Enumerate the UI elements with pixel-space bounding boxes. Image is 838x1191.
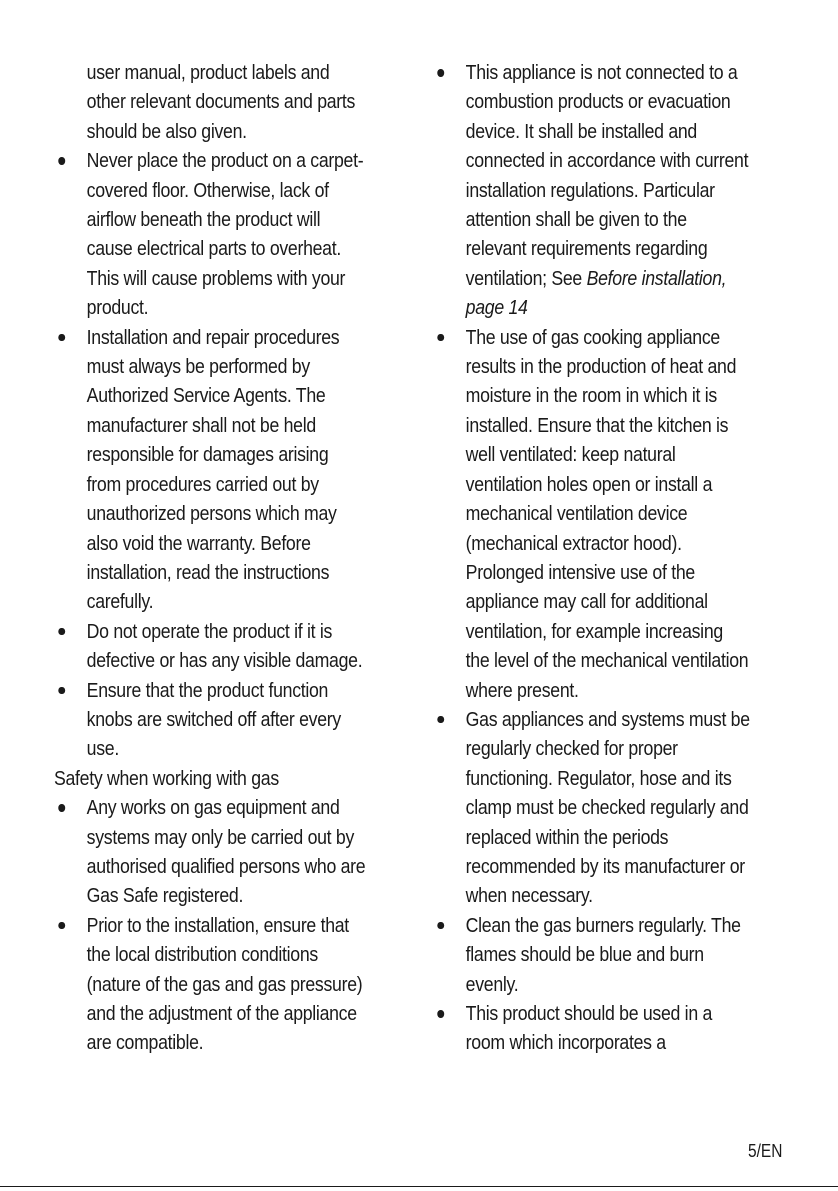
page-number: 5/EN bbox=[748, 1141, 783, 1161]
bullet-icon bbox=[58, 687, 64, 695]
left-column bbox=[54, 58, 416, 1058]
list-item-text: This appliance is not connected to a combustion products or evacuation device. It shall be installed and connected in accordance with current installation regulations. Particular attention shall be given to the relevant requirements regarding ventilation; See bbox=[465, 61, 749, 290]
list-item bbox=[433, 58, 751, 323]
section-heading: Safety when working with gas bbox=[54, 766, 279, 790]
bullet-icon bbox=[58, 804, 64, 812]
bullet-icon bbox=[437, 922, 443, 930]
list-item bbox=[54, 793, 365, 911]
bullet-icon bbox=[58, 157, 64, 165]
right-column bbox=[433, 58, 803, 1058]
list-item bbox=[433, 323, 751, 705]
bullet-icon bbox=[58, 628, 64, 636]
bullet-icon bbox=[58, 922, 64, 930]
list-item bbox=[54, 323, 365, 617]
list-item-text: Prior to the installation, ensure that the local distribution conditions (nature of the gas and gas pressure) and the adjustment of the appliance are compatible. bbox=[86, 913, 363, 1055]
bullet-icon bbox=[437, 1010, 443, 1018]
list-item-text: Ensure that the product function knobs are switched off after every use. bbox=[86, 678, 341, 761]
footer-rule bbox=[0, 1186, 838, 1187]
list-item bbox=[54, 676, 365, 764]
list-item-text: Any works on gas equipment and systems may only be carried out by authorised qualified persons who are Gas Safe registered. bbox=[86, 796, 366, 908]
list-item bbox=[433, 911, 751, 999]
list-item-text: Never place the product on a carpet-covered floor. Otherwise, lack of airflow beneath the product will cause electrical parts to overheat. This will cause problems with your product. bbox=[86, 149, 364, 320]
list-item-text: The use of gas cooking appliance results in the production of heat and moisture in the room in which it is installed. Ensure that the kitchen is well ventilated: keep natural ventilation holes open or install a mechanical ventilation device (mechanical extractor hood). Prolonged intensive use of the appliance may call for additional ventilation, for example increasing the level of the mechanical ventilation where present. bbox=[465, 325, 749, 702]
list-item bbox=[433, 705, 751, 911]
continuation-paragraph: user manual, product labels and other relevant documents and parts should be also given. bbox=[86, 61, 356, 143]
list-item-text: Gas appliances and systems must be regularly checked for proper functioning. Regulator, hose and its clamp must be checked regularly and replaced within the periods recommended by its manufacturer or when necessary. bbox=[465, 707, 750, 908]
list-item-text: Installation and repair procedures must always be performed by Authorized Service Agents. The manufacturer shall not be held responsible for damages arising from procedures carried out by unauthorized persons which may also void the warranty. Before installation, read the instructions carefully. bbox=[86, 325, 340, 614]
bullet-icon bbox=[437, 716, 443, 724]
list-item bbox=[433, 999, 751, 1058]
bullet-icon bbox=[437, 69, 443, 77]
bullet-icon bbox=[58, 334, 64, 342]
list-item-text: Clean the gas burners regularly. The flames should be blue and burn evenly. bbox=[465, 913, 741, 996]
list-item bbox=[54, 911, 365, 1058]
list-item-text: This product should be used in a room which incorporates a bbox=[465, 1002, 713, 1055]
list-item bbox=[54, 146, 365, 322]
list-item-text: Do not operate the product if it is defective or has any visible damage. bbox=[86, 619, 363, 673]
cross-reference: Before installation, page 14 bbox=[465, 266, 727, 320]
list-item bbox=[54, 617, 365, 676]
bullet-icon bbox=[437, 334, 443, 342]
